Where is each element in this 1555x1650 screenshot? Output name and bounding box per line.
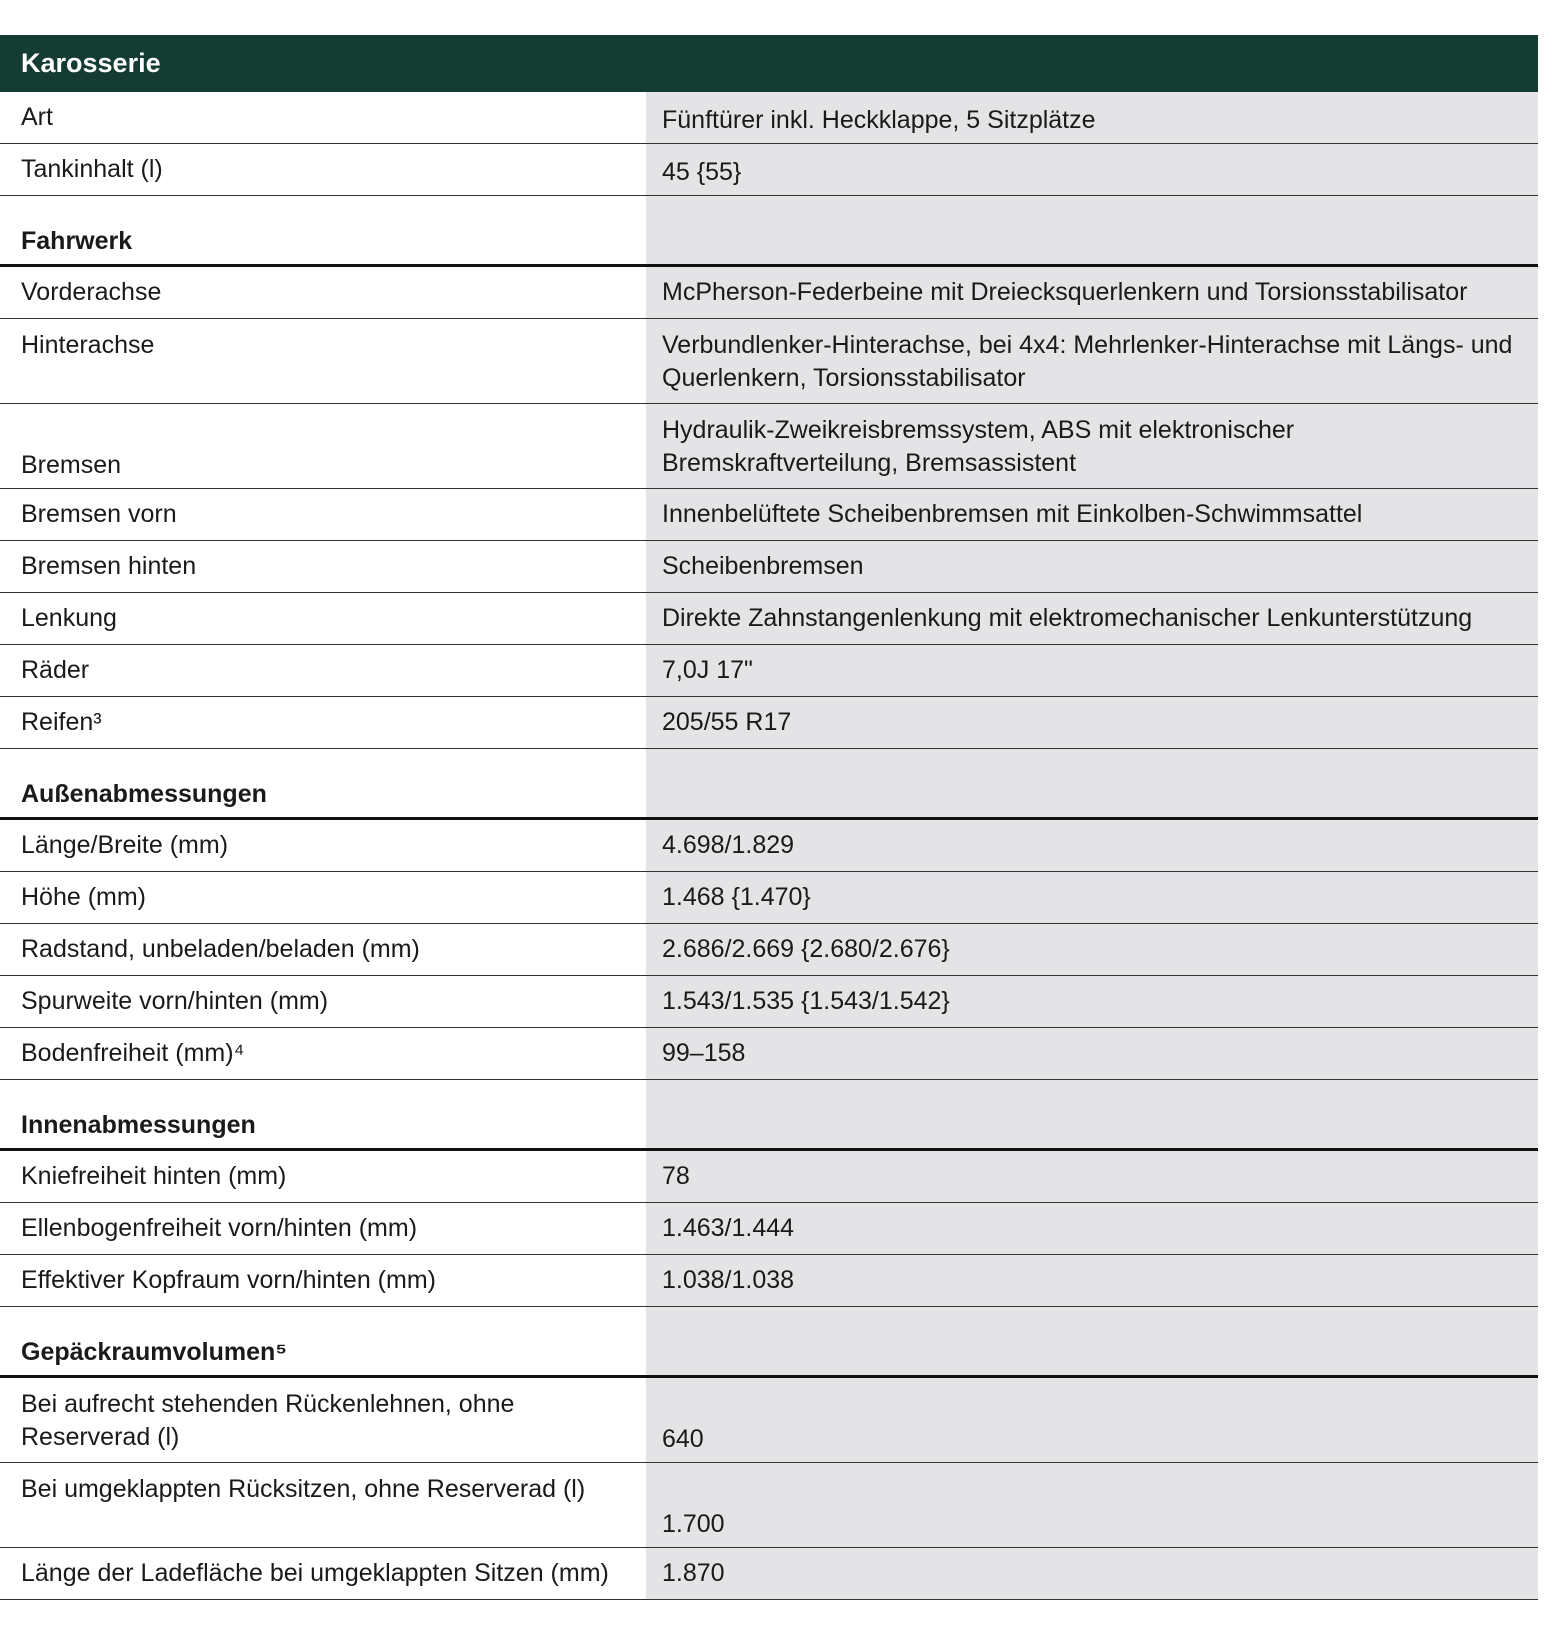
table-row	[0, 1028, 1538, 1080]
row-value: 1.463/1.444	[646, 1203, 1538, 1254]
row-label: Bei aufrecht stehenden Rückenlehnen, ohne Reserverad (l)	[0, 1378, 646, 1462]
table-row	[0, 1255, 1538, 1307]
row-value: Innenbelüftete Scheibenbremsen mit Einkolben-Schwimmsattel	[646, 489, 1538, 540]
section-header: Gepäckraumvolumen⁵	[0, 1307, 646, 1375]
row-label: Effektiver Kopfraum vorn/hinten (mm)	[0, 1255, 646, 1306]
table-row	[0, 404, 1538, 489]
row-label: Bremsen vorn	[0, 489, 646, 540]
row-label: Ellenbogenfreiheit vorn/hinten (mm)	[0, 1203, 646, 1254]
row-label: Räder	[0, 645, 646, 696]
row-value: 78	[646, 1151, 1538, 1202]
section-value	[646, 1080, 1538, 1148]
row-value: 45 {55}	[646, 144, 1538, 195]
table-row	[0, 541, 1538, 593]
table-row	[0, 924, 1538, 976]
table-row	[0, 697, 1538, 749]
row-label: Bei umgeklappten Rücksitzen, ohne Reserverad (l)	[0, 1463, 646, 1547]
section-value	[646, 1307, 1538, 1375]
row-label: Kniefreiheit hinten (mm)	[0, 1151, 646, 1202]
row-label: Länge der Ladefläche bei umgeklappten Sitzen (mm)	[0, 1548, 646, 1599]
row-label: Länge/Breite (mm)	[0, 820, 646, 871]
row-value: 1.870	[646, 1548, 1538, 1599]
row-value: Scheibenbremsen	[646, 541, 1538, 592]
table-title: Karosserie	[0, 35, 1538, 92]
section-header-row	[0, 196, 1538, 267]
row-label: Bremsen	[0, 404, 646, 488]
row-label: Tankinhalt (l)	[0, 144, 646, 195]
row-value: 640	[646, 1378, 1538, 1462]
row-label: Hinterachse	[0, 319, 646, 403]
table-row	[0, 144, 1538, 196]
row-value: 1.468 {1.470}	[646, 872, 1538, 923]
table-row	[0, 645, 1538, 697]
row-label: Vorderachse	[0, 267, 646, 318]
table-row	[0, 92, 1538, 144]
row-label: Bremsen hinten	[0, 541, 646, 592]
section-header-row	[0, 749, 1538, 820]
row-value: 1.700	[646, 1463, 1538, 1547]
spec-table	[0, 35, 1538, 1600]
table-row	[0, 820, 1538, 872]
row-label: Höhe (mm)	[0, 872, 646, 923]
row-value: 205/55 R17	[646, 697, 1538, 748]
table-row	[0, 872, 1538, 924]
table-row	[0, 267, 1538, 319]
row-label: Bodenfreiheit (mm)⁴	[0, 1028, 646, 1079]
row-value: 1.038/1.038	[646, 1255, 1538, 1306]
section-value	[646, 196, 1538, 264]
table-row	[0, 1463, 1538, 1548]
row-label: Reifen³	[0, 697, 646, 748]
row-value: 7,0J 17"	[646, 645, 1538, 696]
row-value: Fünftürer inkl. Heckklappe, 5 Sitzplätze	[646, 92, 1538, 143]
row-value: 4.698/1.829	[646, 820, 1538, 871]
row-value: Hydraulik-Zweikreisbremssystem, ABS mit elektronischer Bremskraftverteilung, Bremsassistent	[646, 404, 1538, 488]
row-value: Direkte Zahnstangenlenkung mit elektromechanischer Lenkunterstützung	[646, 593, 1538, 644]
table-row	[0, 319, 1538, 404]
table-row	[0, 1548, 1538, 1600]
row-label: Lenkung	[0, 593, 646, 644]
row-label: Art	[0, 92, 646, 143]
table-row	[0, 489, 1538, 541]
table-row	[0, 976, 1538, 1028]
table-row	[0, 1151, 1538, 1203]
row-value: 2.686/2.669 {2.680/2.676}	[646, 924, 1538, 975]
section-header-row	[0, 1307, 1538, 1378]
row-value: 99–158	[646, 1028, 1538, 1079]
table-row	[0, 1203, 1538, 1255]
row-value: Verbundlenker-Hinterachse, bei 4x4: Mehrlenker-Hinterachse mit Längs- und Querlenkern, Torsionsstabilisator	[646, 319, 1538, 403]
row-label: Spurweite vorn/hinten (mm)	[0, 976, 646, 1027]
table-row	[0, 1378, 1538, 1463]
row-value: 1.543/1.535 {1.543/1.542}	[646, 976, 1538, 1027]
table-row	[0, 593, 1538, 645]
row-label: Radstand, unbeladen/beladen (mm)	[0, 924, 646, 975]
section-header: Außenabmessungen	[0, 749, 646, 817]
section-value	[646, 749, 1538, 817]
row-value: McPherson-Federbeine mit Dreiecksquerlenkern und Torsionsstabilisator	[646, 267, 1538, 318]
section-header-row	[0, 1080, 1538, 1151]
section-header: Fahrwerk	[0, 196, 646, 264]
section-header: Innenabmessungen	[0, 1080, 646, 1148]
